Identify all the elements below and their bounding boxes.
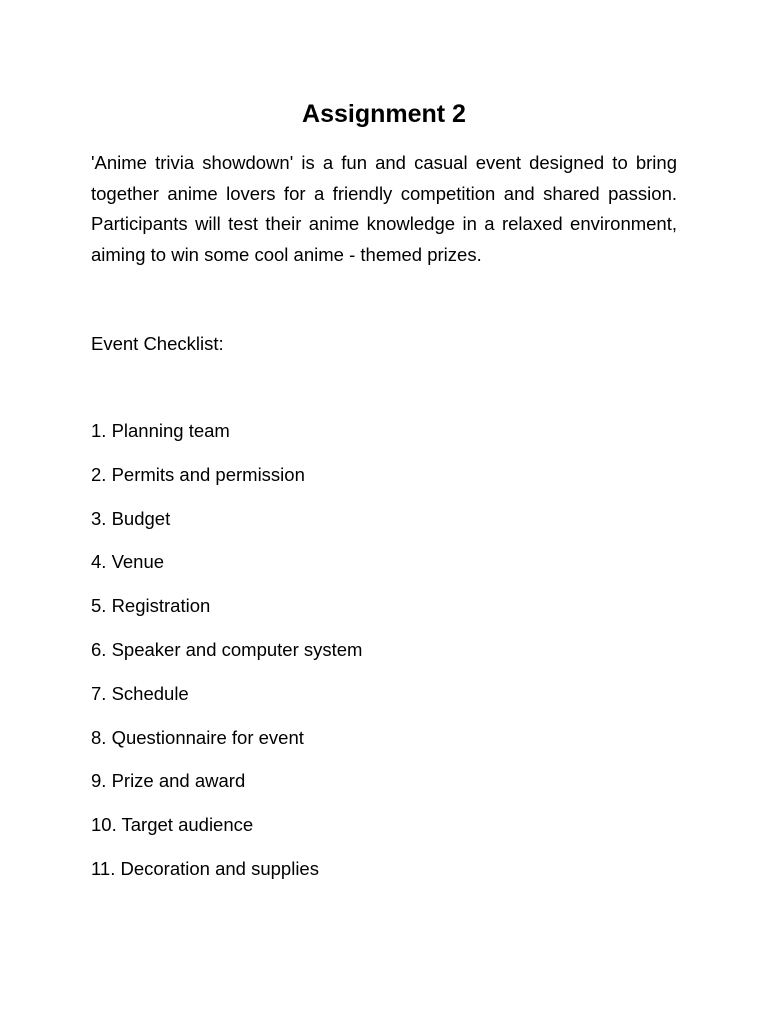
checklist-item: 5. Registration (91, 595, 211, 617)
checklist-item: 7. Schedule (91, 682, 189, 704)
checklist-item: 11. Decoration and supplies (91, 857, 319, 879)
checklist-item: 3. Budget (91, 507, 171, 529)
checklist-item: 2. Permits and permission (91, 463, 305, 485)
checklist-item: 4. Venue (91, 551, 165, 573)
checklist-item: 8. Questionnaire for event (91, 726, 304, 748)
checklist-item: 9. Prize and award (91, 770, 246, 792)
checklist-heading: Event Checklist: (91, 333, 224, 354)
document-title: Assignment 2 (302, 100, 466, 128)
intro-paragraph: 'Anime trivia showdown' is a fun and casual event designed to bring together anime lovers for a friendly competition and shared passion. Participants will test their anime knowledge in a relaxed environment, aiming to win some cool anime - themed prizes. (91, 152, 677, 265)
checklist-item: 10. Target audience (91, 814, 254, 836)
checklist-item: 6. Speaker and computer system (91, 638, 363, 660)
checklist-item: 1. Planning team (91, 420, 230, 441)
event-checklist (91, 417, 362, 899)
